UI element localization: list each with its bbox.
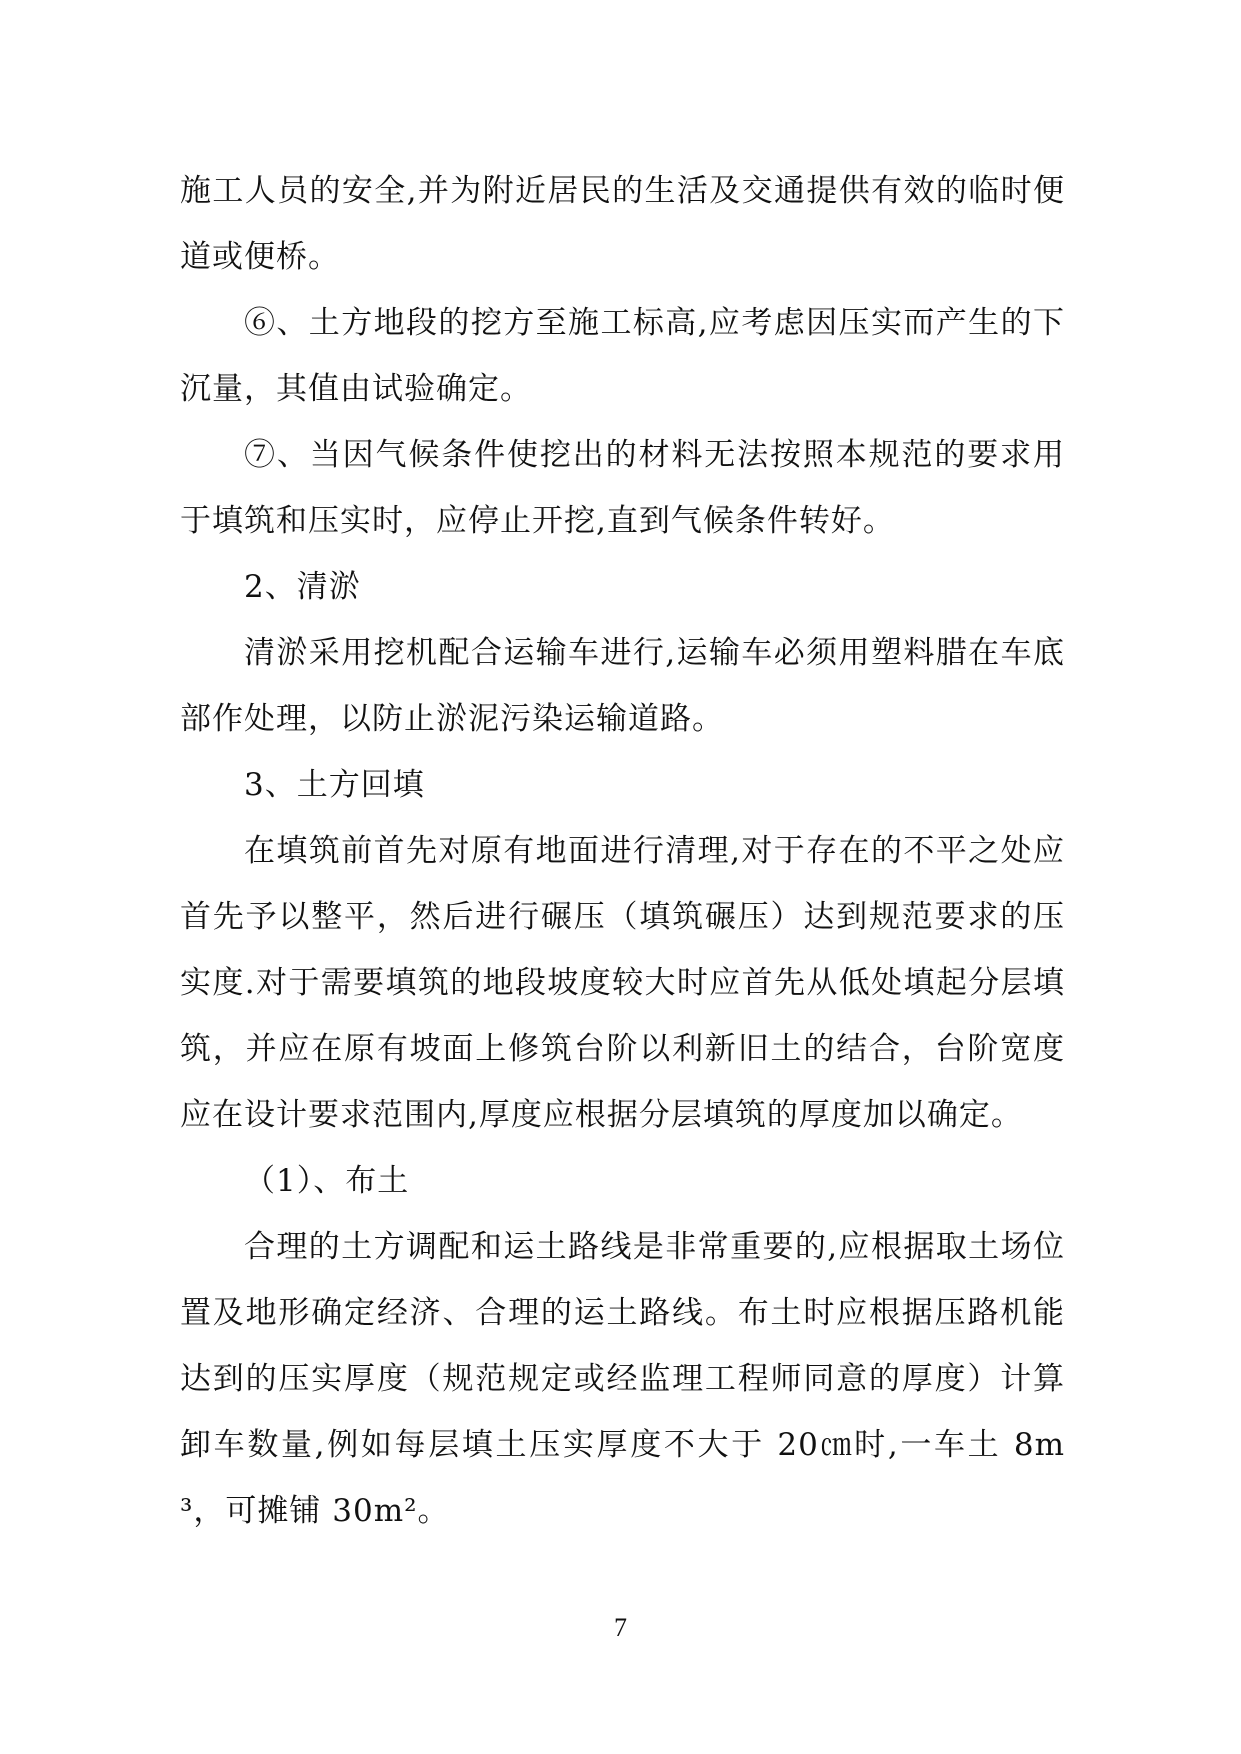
section-heading-dredging: 2、清淤	[244, 569, 361, 605]
paragraph-dredging: 清淤采用挖机配合运输车进行,运输车必须用塑料腊在车底部作处理，以防止淤泥污染运输道路。	[180, 635, 1065, 737]
paragraph-soil-spreading: 合理的土方调配和运土路线是非常重要的,应根据取土场位置及地形确定经济、合理的运土路线。布土时应根据压路机能达到的压实厚度（规范规定或经监理工程师同意的厚度）计算卸车数量,例如每层填土压实厚度不大于 20㎝时,一车土 8m³，可摊铺 30m²。	[180, 1229, 1065, 1529]
section-heading-backfill: 3、土方回填	[244, 767, 425, 803]
subsection-heading-soil-spreading: （1）、布土	[244, 1163, 410, 1199]
paragraph-continuation: 施工人员的安全,并为附近居民的生活及交通提供有效的临时便道或便桥。	[180, 173, 1065, 275]
page-number: 7	[614, 1613, 627, 1642]
paragraph-item-7: ⑦、当因气候条件使挖出的材料无法按照本规范的要求用于填筑和压实时，应停止开挖,直到气候条件转好。	[180, 437, 1065, 539]
paragraph-backfill: 在填筑前首先对原有地面进行清理,对于存在的不平之处应首先予以整平，然后进行碾压（填筑碾压）达到规范要求的压实度.对于需要填筑的地段坡度较大时应首先从低处填起分层填筑，并应在原有坡面上修筑台阶以利新旧土的结合，台阶宽度应在设计要求范围内,厚度应根据分层填筑的厚度加以确定。	[180, 833, 1065, 1133]
paragraph-item-6: ⑥、土方地段的挖方至施工标高,应考虑因压实而产生的下沉量，其值由试验确定。	[180, 305, 1065, 407]
document-body	[180, 158, 1065, 1544]
